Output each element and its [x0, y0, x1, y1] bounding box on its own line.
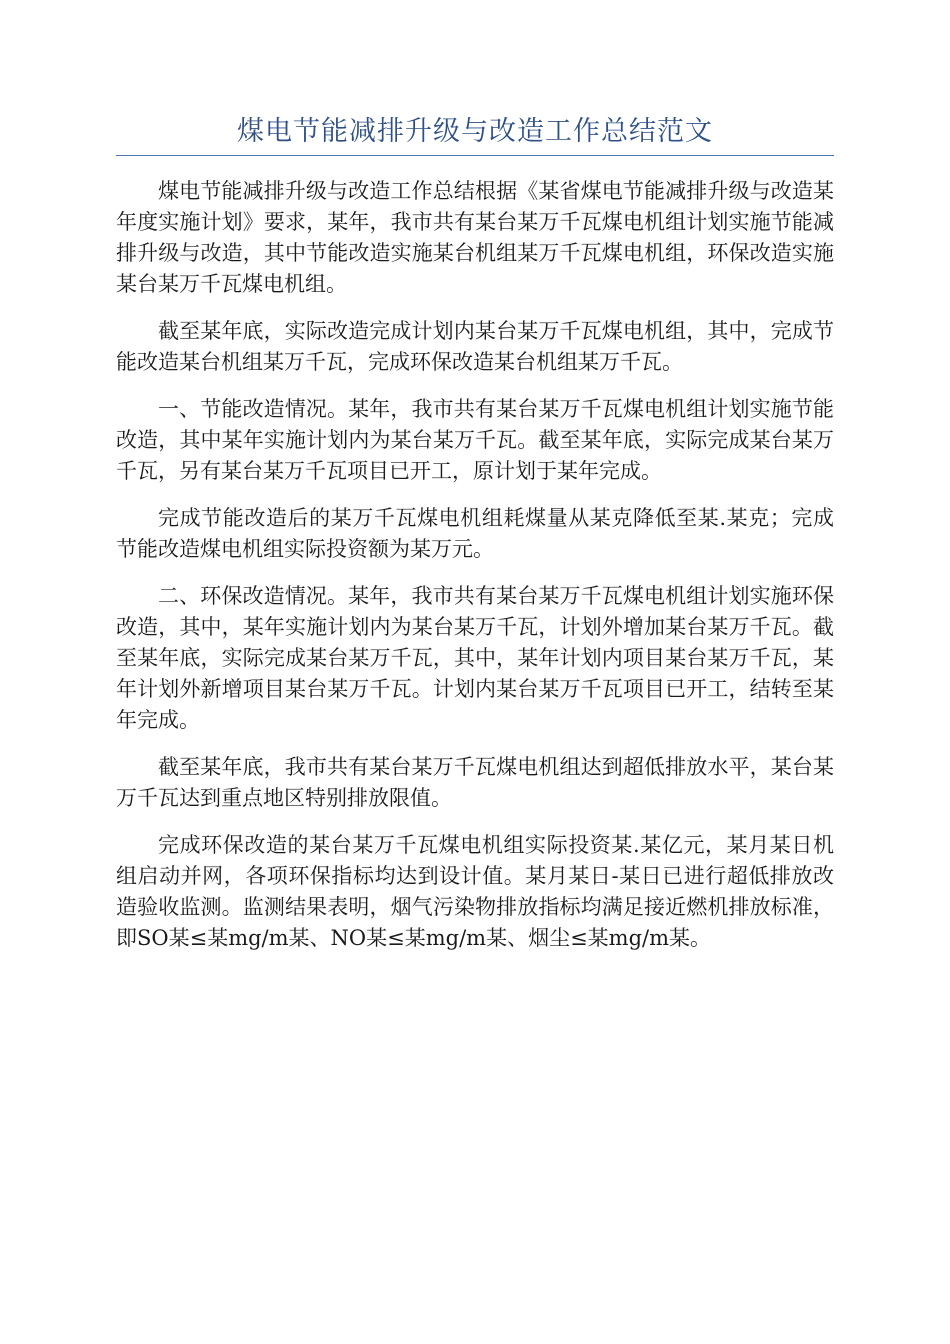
- paragraph-7: 完成环保改造的某台某万千瓦煤电机组实际投资某.某亿元，某月某日机组启动并网，各项环保指标均达到设计值。某月某日-某日已进行超低排放改造验收监测。监测结果表明，烟气污染物排放指标均满足接近燃机排放标准，即SO某≤某mg/m某、NO某≤某mg/m某、烟尘≤某mg/m某。: [116, 833, 834, 950]
- paragraph-2: 截至某年底，实际改造完成计划内某台某万千瓦煤电机组，其中，完成节能改造某台机组某万千瓦，完成环保改造某台机组某万千瓦。: [116, 319, 834, 374]
- paragraph-1: 煤电节能减排升级与改造工作总结根据《某省煤电节能减排升级与改造某年度实施计划》要求，某年，我市共有某台某万千瓦煤电机组计划实施节能减排升级与改造，其中节能改造实施某台机组某万千瓦煤电机组，环保改造实施某台某万千瓦煤电机组。: [116, 179, 834, 296]
- paragraph-6: 截至某年底，我市共有某台某万千瓦煤电机组达到超低排放水平，某台某万千瓦达到重点地区特别排放限值。: [116, 755, 834, 810]
- document-body: [116, 176, 834, 970]
- document-title: 煤电节能减排升级与改造工作总结范文: [237, 116, 713, 147]
- paragraph-3: 一、节能改造情况。某年，我市共有某台某万千瓦煤电机组计划实施节能改造，其中某年实施计划内为某台某万千瓦。截至某年底，实际完成某台某万千瓦，另有某台某万千瓦项目已开工，原计划于某年完成。: [116, 397, 834, 483]
- title-underline: [116, 155, 834, 156]
- paragraph-4: 完成节能改造后的某万千瓦煤电机组耗煤量从某克降低至某.某克；完成节能改造煤电机组实际投资额为某万元。: [116, 506, 834, 561]
- paragraph-5: 二、环保改造情况。某年，我市共有某台某万千瓦煤电机组计划实施环保改造，其中，某年实施计划内为某台某万千瓦，计划外增加某台某万千瓦。截至某年底，实际完成某台某万千瓦，其中，某年计划内项目某台某万千瓦，某年计划外新增项目某台某万千瓦。计划内某台某万千瓦项目已开工，结转至某年完成。: [116, 584, 834, 732]
